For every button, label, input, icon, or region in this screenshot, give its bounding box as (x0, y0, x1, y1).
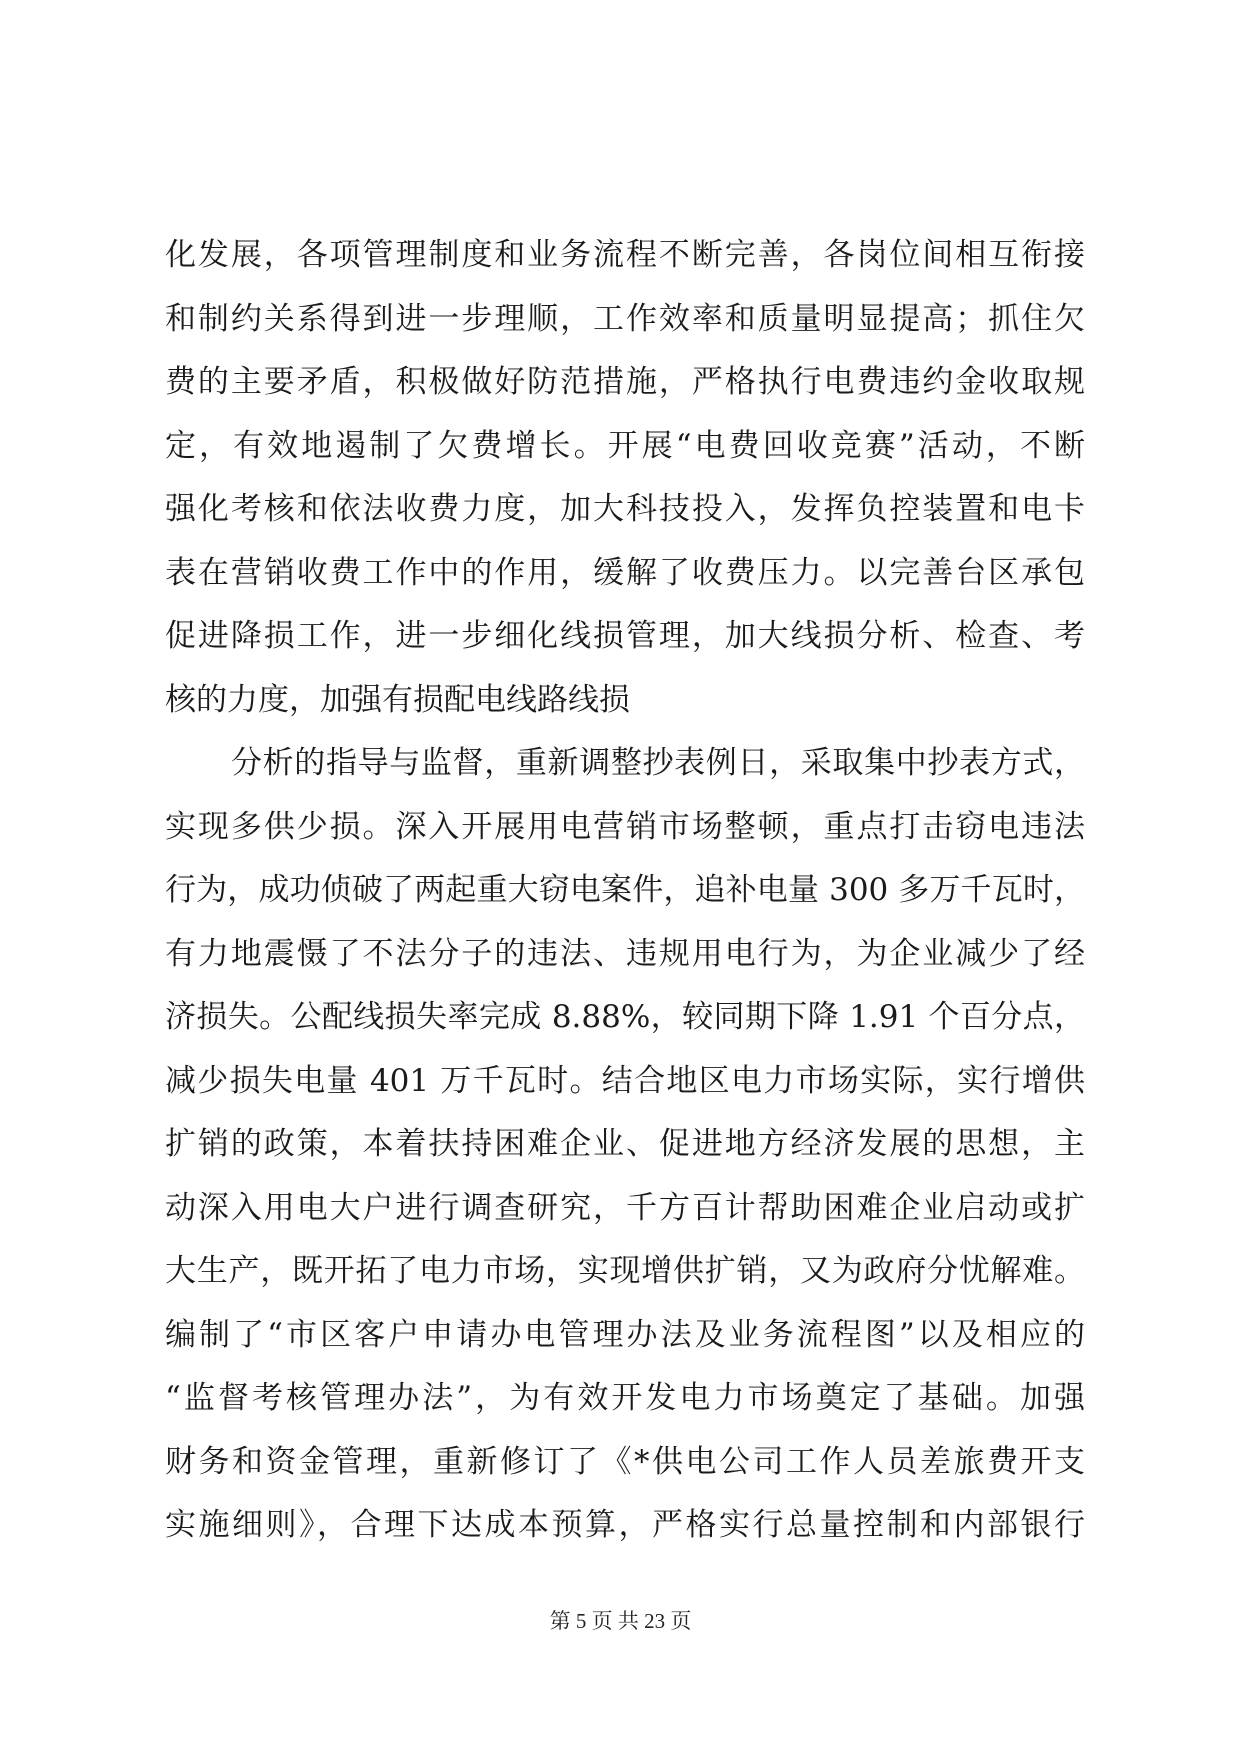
document-body (165, 224, 1085, 1558)
text-line: 大生产，既开拓了电力市场，实现增供扩销，又为政府分忧解难。 (165, 1253, 1085, 1289)
text-line: 强化考核和依法收费力度，加大科技投入，发挥负控装置和电卡 (165, 491, 1085, 527)
text-line: 编制了“市区客户申请办电管理办法及业务流程图”以及相应的 (165, 1316, 1085, 1353)
text-line: 有力地震慑了不法分子的违法、违规用电行为，为企业减少了经 (165, 935, 1085, 972)
text-line: 费的主要矛盾，积极做好防范措施，严格执行电费违约金收取规 (165, 364, 1085, 400)
text-line: 减少损失电量 401 万千瓦时。结合地区电力市场实际，实行增供 (165, 1062, 1085, 1099)
page-number: 第 5 页 共 23 页 (549, 1609, 692, 1633)
text-line: 实施细则》，合理下达成本预算，严格实行总量控制和内部银行 (165, 1507, 1085, 1543)
paragraph-1 (165, 224, 1085, 732)
text-line: 和制约关系得到进一步理顺，工作效率和质量明显提高；抓住欠 (165, 300, 1085, 337)
text-line: 实现多供少损。深入开展用电营销市场整顿，重点打击窃电违法 (165, 808, 1085, 845)
text-line: 定，有效地遏制了欠费增长。开展“电费回收竞赛”活动，不断 (165, 427, 1085, 464)
text-line: 化发展，各项管理制度和业务流程不断完善，各岗位间相互衔接 (165, 237, 1085, 273)
text-line: 核的力度，加强有损配电线路线损 (165, 681, 630, 718)
paragraph-2 (165, 732, 1085, 1558)
text-line: “监督考核管理办法”，为有效开发电力市场奠定了基础。加强 (165, 1380, 1085, 1416)
text-line: 动深入用电大户进行调查研究，千方百计帮助困难企业启动或扩 (165, 1189, 1085, 1226)
text-line: 分析的指导与监督，重新调整抄表例日，采取集中抄表方式， (231, 745, 1085, 781)
page-footer (0, 1606, 1241, 1636)
text-line: 促进降损工作，进一步细化线损管理，加大线损分析、检查、考 (165, 618, 1085, 654)
text-line: 表在营销收费工作中的作用，缓解了收费压力。以完善台区承包 (165, 554, 1085, 591)
text-line: 财务和资金管理，重新修订了《*供电公司工作人员差旅费开支 (165, 1443, 1085, 1480)
text-line: 行为，成功侦破了两起重大窃电案件，追补电量 300 多万千瓦时， (165, 872, 1085, 908)
text-line: 扩销的政策，本着扶持困难企业、促进地方经济发展的思想，主 (165, 1126, 1085, 1162)
text-line: 济损失。公配线损失率完成 8.88%，较同期下降 1.91 个百分点， (165, 999, 1085, 1035)
